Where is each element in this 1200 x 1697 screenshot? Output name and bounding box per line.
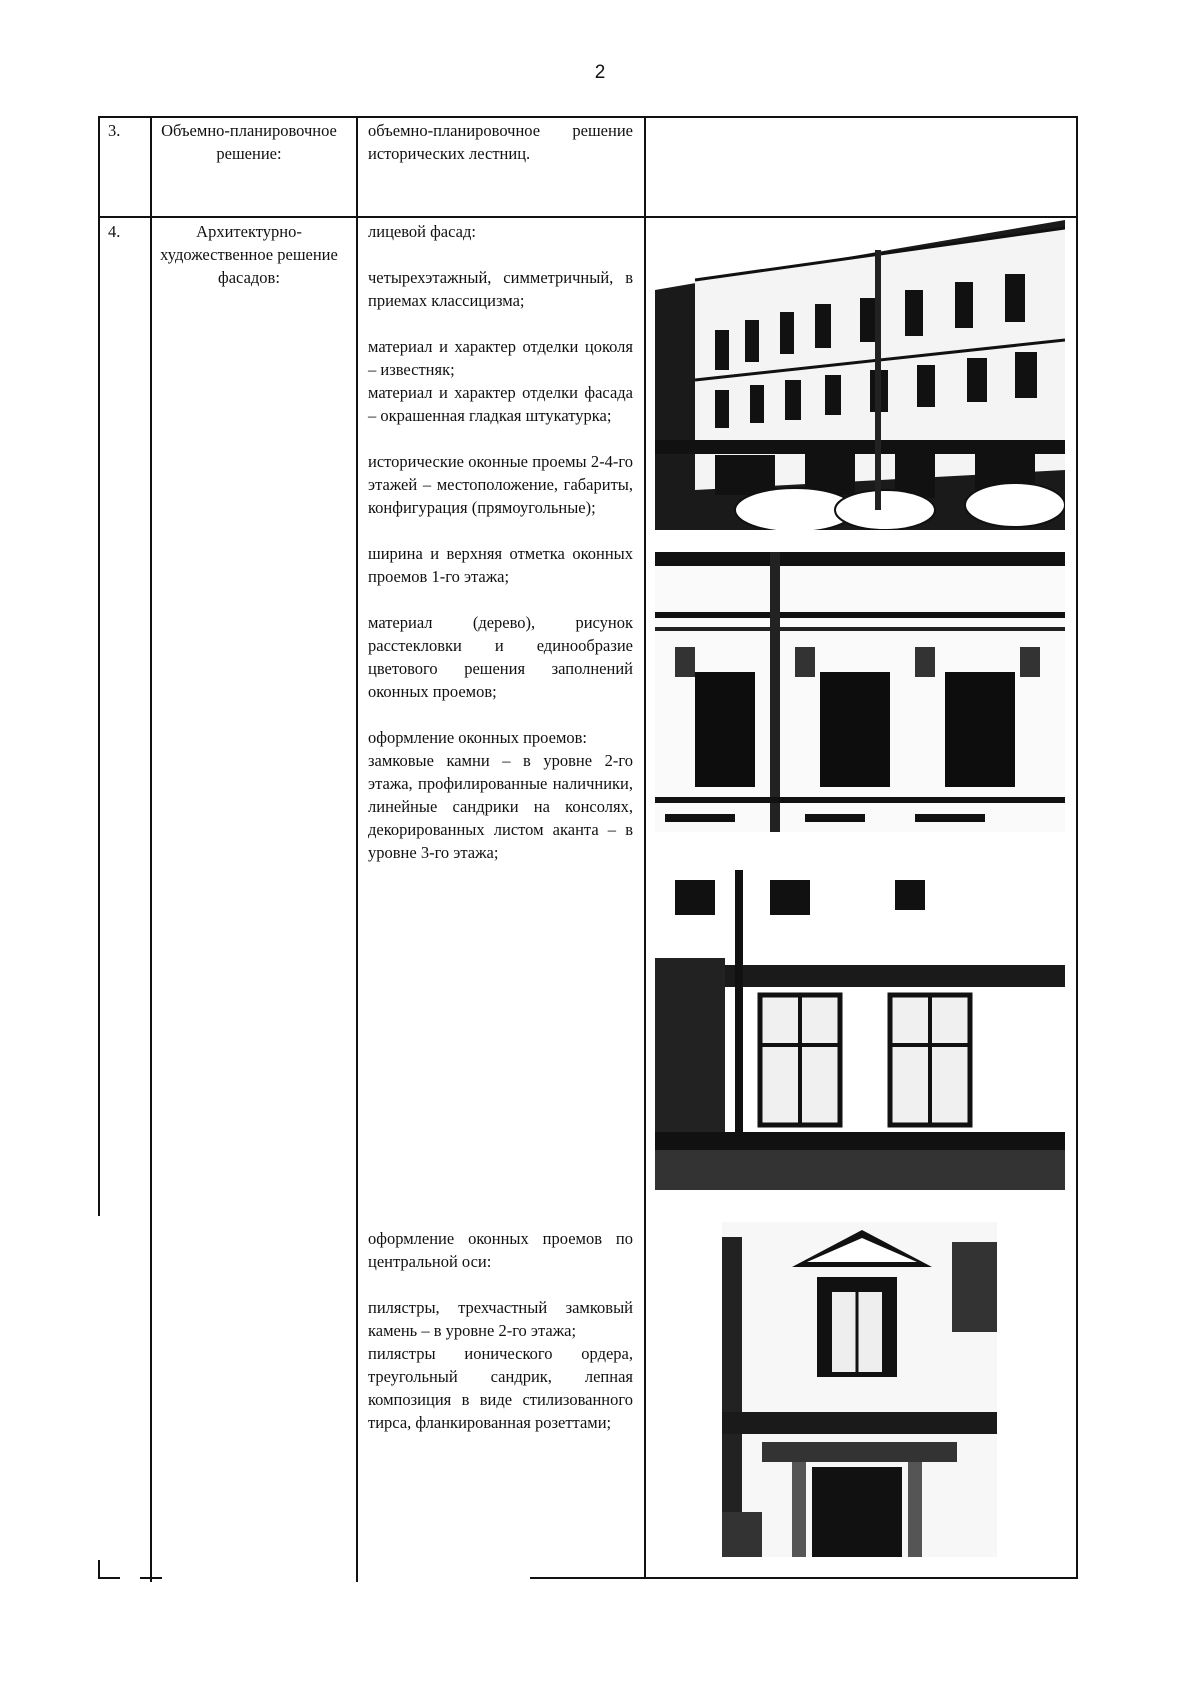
spacer xyxy=(368,427,633,450)
description-line: лицевой фасад: xyxy=(368,222,476,241)
table-bottom-border xyxy=(530,1577,1078,1579)
description-line: материал и характер отделки цоколя – известняк; xyxy=(368,337,633,379)
facade-photo-overview xyxy=(655,220,1065,530)
row-description xyxy=(368,119,633,165)
description-line: материал (дерево), рисунок расстекловки и единообразие цветового решения заполнений оконных проемов; xyxy=(368,613,633,701)
row-description-part2 xyxy=(368,1227,633,1434)
spacer xyxy=(368,1273,633,1296)
row-name: Объемно-планировочное решение: xyxy=(161,121,337,163)
spacer xyxy=(368,312,633,335)
description-line: пилястры, трехчастный замковый камень – в уровне 2-го этажа; xyxy=(368,1298,633,1340)
facade-photo-first-floor xyxy=(655,552,1065,832)
spacer xyxy=(368,588,633,611)
row-description-part1 xyxy=(368,220,633,864)
description-line: замковые камни – в уровне 2-го этажа, профилированные наличники, линейные сандрики на консолях, декорированных листом аканта – в уровне 3-го этажа; xyxy=(368,751,633,862)
table-top-border xyxy=(98,116,1078,118)
spacer xyxy=(368,519,633,542)
description-line: объемно-планировочное решение исторических лестниц. xyxy=(368,121,633,163)
facade-photo-central-axis xyxy=(722,1222,997,1557)
column-border xyxy=(150,116,152,1582)
page-number: 2 xyxy=(594,62,606,83)
column-border xyxy=(356,116,358,1582)
row-divider xyxy=(98,216,1078,218)
description-line: ширина и верхняя отметка оконных проемов 1-го этажа; xyxy=(368,544,633,586)
facade-photo-upper-floors xyxy=(655,870,1065,1190)
row-number: 4. xyxy=(108,222,121,241)
description-line: пилястры ионического ордера, треугольный сандрик, лепная композиция в виде стилизованного тирса, фланкированная розеттами; xyxy=(368,1344,633,1432)
column-border xyxy=(98,1560,100,1578)
description-line: исторические оконные проемы 2-4-го этажей – местоположение, габариты, конфигурация (прямоугольные); xyxy=(368,452,633,517)
spacer xyxy=(368,703,633,726)
column-border xyxy=(98,116,100,1216)
spacer xyxy=(368,243,633,266)
description-line: четырехэтажный, симметричный, в приемах классицизма; xyxy=(368,268,633,310)
column-border xyxy=(1076,116,1078,1579)
description-line: оформление оконных проемов: xyxy=(368,728,588,747)
row-name: Архитектурно-художественное решение фасадов: xyxy=(160,222,338,287)
row-number: 3. xyxy=(108,121,121,140)
column-border xyxy=(644,116,646,1579)
table-bottom-stub xyxy=(98,1577,120,1579)
description-line: оформление оконных проемов по центральной оси: xyxy=(368,1229,633,1271)
description-line: материал и характер отделки фасада – окрашенная гладкая штукатурка; xyxy=(368,383,633,425)
